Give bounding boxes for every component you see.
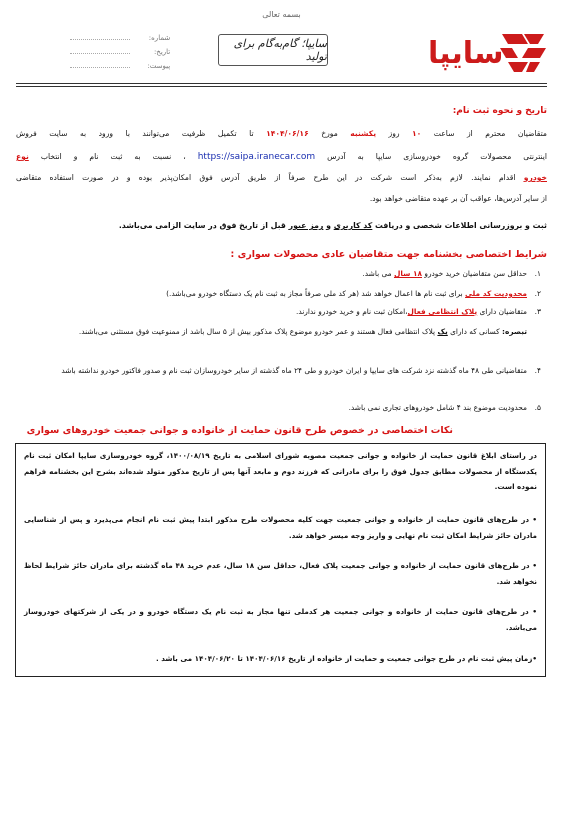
family-plan-box: [15, 443, 546, 677]
registration-day: یکشنبه: [350, 129, 377, 138]
registration-paragraph-line-1: [16, 129, 547, 138]
condition-number-4: ۴.: [534, 366, 541, 375]
p2-text-a: اینترنتی محصولات گروه خودروسازی سایپا به آدرس: [315, 152, 547, 161]
item3-text-b: ،امکان ثبت نام و خرید خودرو ندارند.: [296, 307, 408, 316]
date-label: تاریخ:: [153, 48, 171, 56]
p3-text: اقدام نمایند. لازم به‌ذکر است شرکت در این طرح صرفاً از طریق آدرس فوق امکان‌پذیر بوده و در صورت استفاده متقاضی: [16, 173, 524, 182]
family-plan-paragraph-2: • در طرح‌های قانون حمایت از خانواده و جوانی جمعیت جهت کلیه محصولات طرح مذکور ابتدا پیش ثبت نام انجام می‌پذیرد و پس از شناسایی مادران حائز شرایط امکان ثبت نام نهایی و واریز وجه میسر خواهد شد.: [24, 515, 537, 540]
p1-text-c: مورخ: [308, 129, 351, 138]
car-word-emphasis: خودرو: [523, 173, 547, 182]
family-plan-paragraph-4: • در طرح‌های قانون حمایت از خانواده و جوانی جمعیت هر کدملی تنها مجاز به ثبت نام یک دستگاه خودرو و در یکی از شرکتهای خودروساز می‌باشد.: [24, 607, 537, 632]
condition-number-3: ۳.: [534, 307, 541, 316]
condition-number-1: ۱.: [534, 269, 541, 278]
password-emphasis: رمز عبور: [288, 221, 324, 230]
condition-item-1: [29, 267, 541, 281]
minimum-age: ۱۸ سال: [393, 269, 423, 278]
item1-text-a: حداقل سن متقاضیان خرید خودرو: [422, 269, 527, 278]
signature-logo: سایپا؛ گام‌به‌گام برای تولید: [218, 34, 328, 66]
car-type-emphasis: نوع: [16, 152, 29, 161]
brand-name: سایپا: [428, 36, 504, 71]
p1-text-d: تا تکمیل ظرفیت می‌توانند با ورود به سایت فروش: [16, 129, 267, 138]
condition-item-3: [29, 305, 541, 319]
note-label: تبصره:: [502, 327, 527, 336]
header-divider-top: [16, 83, 547, 84]
special-conditions-title-text: شرایط اختصاصی بخشنامه جهت متقاضیان عادی محصولات سواری :: [230, 249, 547, 260]
attachment-dots: [70, 61, 130, 68]
condition-item-2: [29, 287, 541, 301]
header-divider-bottom: [16, 86, 547, 87]
active-plate-emphasis: پلاک انتظامی فعال: [407, 307, 478, 316]
number-label: شماره:: [148, 34, 171, 42]
condition-item-3-note: [29, 323, 527, 341]
special-conditions-title: [231, 249, 547, 260]
date-dots: [70, 47, 130, 54]
account-notice: [119, 221, 547, 230]
number-field: [70, 33, 170, 42]
condition-item-4: [29, 362, 541, 380]
p1-text-b: روز: [376, 129, 413, 138]
saipa-logo-icon: [498, 30, 548, 74]
notice-text-b: قبل از تاریخ فوق در سایت الزامی می‌باشد.: [118, 221, 289, 230]
registration-url[interactable]: https://saipa.iranecar.com: [197, 152, 316, 162]
item3-text-a: متقاضیان دارای: [477, 307, 527, 316]
family-plan-title: نکات اختصاصی در خصوص طرح قانون حمایت از خانواده و جوانی جمعیت خودروهای سواری: [26, 425, 453, 436]
note-text-b: پلاک انتظامی فعال هستند و عمر خودرو موضوع پلاک مذکور بیش از ۵ سال باشد از ممنوعیت فوق مستثنی می‌باشند.: [78, 327, 438, 336]
registration-hour: ۱۰: [412, 129, 422, 138]
p2-text-b: ، نسبت به ثبت نام و انتخاب: [28, 152, 198, 161]
family-plan-paragraph-1: در راستای ابلاغ قانون حمایت از خانواده و جوانی جمعیت مصوبه شورای اسلامی به تاریخ ۱۴۰۰/۰۸/۱۹، گروه خودروسازی سایپا امکان ثبت نام یکدستگاه از محصولات مطابق جدول فوق را برای مادرانی که فرزند دوم و مابعد آنها پس از تاریخ مذکور متولد شده‌اند بشرح این بخشنامه فراهم نموده است.: [24, 451, 537, 491]
notice-and: و: [323, 221, 334, 230]
one-plate-emphasis: یک: [437, 327, 448, 336]
registration-paragraph-line-2: [16, 152, 547, 162]
attachment-label: پیوست:: [147, 62, 171, 70]
national-code-limit: محدودیت کد ملی: [465, 289, 527, 298]
basmala: بسمه تعالی: [262, 10, 301, 19]
item2-text: برای ثبت نام ها اعمال خواهد شد (هر کد ملی صرفاً مجاز به ثبت نام یک دستگاه خودرو می‌باشد.): [166, 289, 466, 298]
condition-item-5: [29, 401, 541, 415]
item1-text-b: می باشد.: [362, 269, 394, 278]
registration-paragraph-line-3: [16, 173, 547, 182]
registration-title: تاریخ و نحوه ثبت نام:: [452, 106, 547, 116]
date-field: [70, 47, 170, 56]
attachment-field: [70, 61, 170, 70]
registration-paragraph-line-4: از سایر آدرس‌ها، عواقب آن بر عهده متقاضی خواهد بود.: [369, 194, 547, 203]
item5-text: محدودیت موضوع بند ۴ شامل خودروهای تجاری نمی باشد.: [348, 403, 527, 412]
number-dots: [70, 33, 130, 40]
registration-date: ۱۴۰۴/۰۶/۱۶: [266, 129, 309, 138]
condition-number-5: ۵.: [534, 403, 541, 412]
p1-text-a: متقاضیان محترم از ساعت: [421, 129, 547, 138]
family-plan-paragraph-3: • در طرح‌های قانون حمایت از خانواده و جوانی جمعیت پلاک فعال، حداقل سن ۱۸ سال، عدم خرید ۴۸ ماه گذشته برای مادران حائز شرایط لحاظ نخواهد شد.: [24, 561, 538, 586]
item4-text: متقاضیانی طی ۴۸ ماه گذشته نزد شرکت های سایپا و ایران خودرو و طی ۲۴ ماه گذشته از سایر خودروسازان ثبت نام و صدور فاکتور خودرو نداشته باشد: [61, 366, 527, 375]
user-code-emphasis: کد کاربری: [333, 221, 373, 230]
notice-text-a: ثبت و بروزرسانی اطلاعات شخصی و دریافت: [372, 221, 547, 230]
condition-number-2: ۲.: [534, 289, 541, 298]
family-plan-paragraph-5: •زمان پیش ثبت نام در طرح جوانی جمعیت و حمایت از خانواده از تاریخ ۱۴۰۴/۰۶/۱۶ تا ۱۴۰۴/۰۶/۲۰ می باشد .: [156, 654, 537, 663]
note-text-a: کسانی که دارای: [447, 327, 502, 336]
